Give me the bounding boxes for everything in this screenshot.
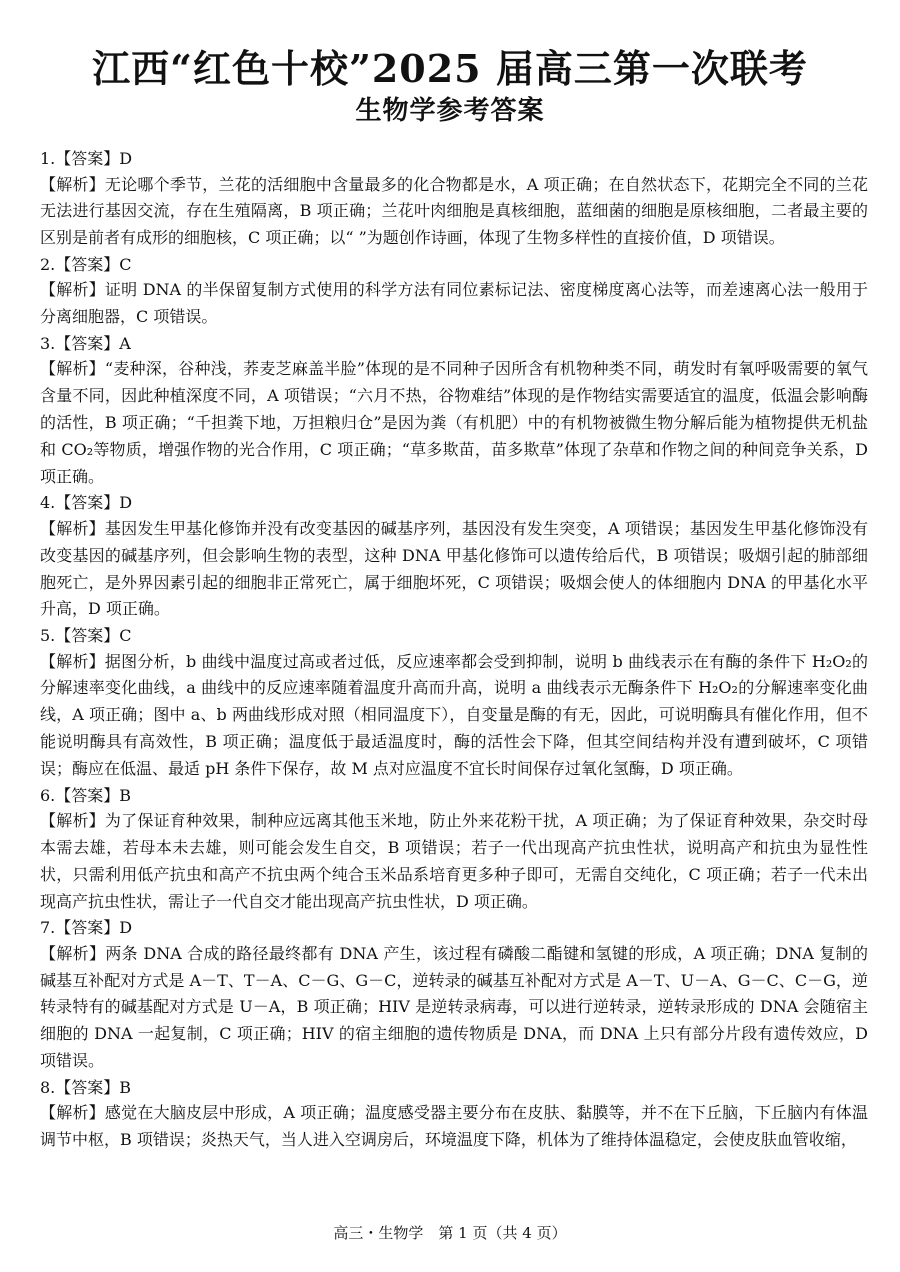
explanation-text: 【解析】感觉在大脑皮层中形成，A 项正确；温度感受器主要分布在皮肤、黏膜等，并不在下丘脑，下丘脑内有体温调节中枢，B 项错误；炎热天气，当人进入空调房后，环境温度下降，机体为了维持体温稳定，会使皮肤血管收缩， <box>40 1103 868 1150</box>
page-subtitle: 生物学参考答案 <box>355 96 545 126</box>
answer-line: 6.【答案】B <box>40 785 132 805</box>
question-item <box>40 147 868 252</box>
page-footer: 高三・生物学 第 1 页（共 4 页） <box>333 1224 567 1242</box>
explanation-text: 【解析】“麦种深，谷种浅，荞麦芝麻盖半脸”体现的是不同种子因所含有机物种类不同，萌发时有氧呼吸需要的氧气含量不同，因此种植深度不同，A 项错误；“六月不热，谷物难结”体现的是作物结实需要适宜的温度，低温会影响酶的活性，B 项正确；“千担粪下地，万担粮归仓”是因为粪（有机肥）中的有机物被微生物分解后能为植物提供无机盐和 CO₂等物质，增强作物的光合作用，C 项正确；“草多欺苗，苗多欺草”体现了杂草和作物之间的种间竞争关系，D 项正确。 <box>40 359 868 486</box>
explanation-text: 【解析】证明 DNA 的半保留复制方式使用的科学方法有同位素标记法、密度梯度离心法等，而差速离心法一般用于分离细胞器，C 项错误。 <box>40 280 868 327</box>
explanation-text: 【解析】基因发生甲基化修饰并没有改变基因的碱基序列，基因没有发生突变，A 项错误；基因发生甲基化修饰没有改变基因的碱基序列，但会影响生物的表型，这种 DNA 甲基化修饰可以遗传给后代，B 项错误；吸烟引起的肺部细胞死亡，是外界因素引起的细胞非正常死亡，属于细胞坏死，C 项错误；吸烟会使人的体细胞内 DNA 的甲基化水平升高，D 项正确。 <box>40 518 868 619</box>
question-item <box>40 491 868 623</box>
explanation-text: 【解析】无论哪个季节，兰花的活细胞中含量最多的化合物都是水，A 项正确；在自然状态下，花期完全不同的兰花无法进行基因交流，存在生殖隔离，B 项正确；兰花叶肉细胞是真核细胞，蓝细菌的细胞是原核细胞，二者最主要的区别是前者有成形的细胞核，C 项正确；以“ ”为题创作诗画，体现了生物多样性的直接价值，D 项错误。 <box>40 174 868 248</box>
answer-line: 2.【答案】C <box>40 254 132 274</box>
answer-line: 5.【答案】C <box>40 626 132 646</box>
answer-list <box>40 147 868 1155</box>
answer-line: 7.【答案】D <box>40 918 133 938</box>
question-item <box>40 916 868 1074</box>
answer-line: 8.【答案】B <box>40 1077 132 1097</box>
explanation-text: 【解析】据图分析，b 曲线中温度过高或者过低，反应速率都会受到抑制，说明 b 曲线表示在有酶的条件下 H₂O₂的分解速率变化曲线，a 曲线中的反应速率随着温度升高而升高，说明 a 曲线表示无酶条件下 H₂O₂的分解速率变化曲线，A 项正确；图中 a、b 两曲线形成对照（相同温度下），自变量是酶的有无，因此，可说明酶具有催化作用，但不能说明酶具有高效性，B 项正确；温度低于最适温度时，酶的活性会下降，但其空间结构并没有遭到破坏，C 项错误；酶应在低温、最适 pH 条件下保存，故 M 点对应温度不宜长时间保存过氧化氢酶，D 项正确。 <box>40 651 868 778</box>
answer-line: 1.【答案】D <box>40 149 133 168</box>
explanation-text: 【解析】两条 DNA 合成的路径最终都有 DNA 产生，该过程有磷酸二酯键和氢键的形成，A 项正确；DNA 复制的碱基互补配对方式是 A－T、T－A、C－G、G－C，逆转录的碱基互补配对方式是 A－T、U－A、G－C、C－G，逆转录特有的碱基配对方式是 U－A，B 项正确；HIV 是逆转录病毒，可以进行逆转录，逆转录形成的 DNA 会随宿主细胞的 DNA 一起复制，C 项正确；HIV 的宿主细胞的遗传物质是 DNA，而 DNA 上只有部分片段有遗传效应，D 项错误。 <box>40 943 868 1071</box>
question-item <box>40 784 868 916</box>
explanation-text: 【解析】为了保证育种效果，制种应远离其他玉米地，防止外来花粉干扰，A 项正确；为了保证育种效果，杂交时母本需去雄，若母本未去雄，则可能会发生自交，B 项错误；若子一代出现高产抗虫性状，说明高产和抗虫为显性性状，只需利用低产抗虫和高产不抗虫两个纯合玉米品系培育更多种子即可，无需自交纯化，C 项正确；若子一代未出现高产抗虫性状，需让子一代自交才能出现高产抗虫性状，D 项正确。 <box>40 811 868 911</box>
question-item <box>40 624 868 782</box>
question-item <box>40 253 868 331</box>
answer-line: 4.【答案】D <box>40 493 133 513</box>
question-item <box>40 1076 868 1154</box>
question-item <box>40 332 868 490</box>
answer-line: 3.【答案】A <box>40 333 131 353</box>
page-title: 江西“红色十校”2025 届高三第一次联考 <box>92 46 808 91</box>
